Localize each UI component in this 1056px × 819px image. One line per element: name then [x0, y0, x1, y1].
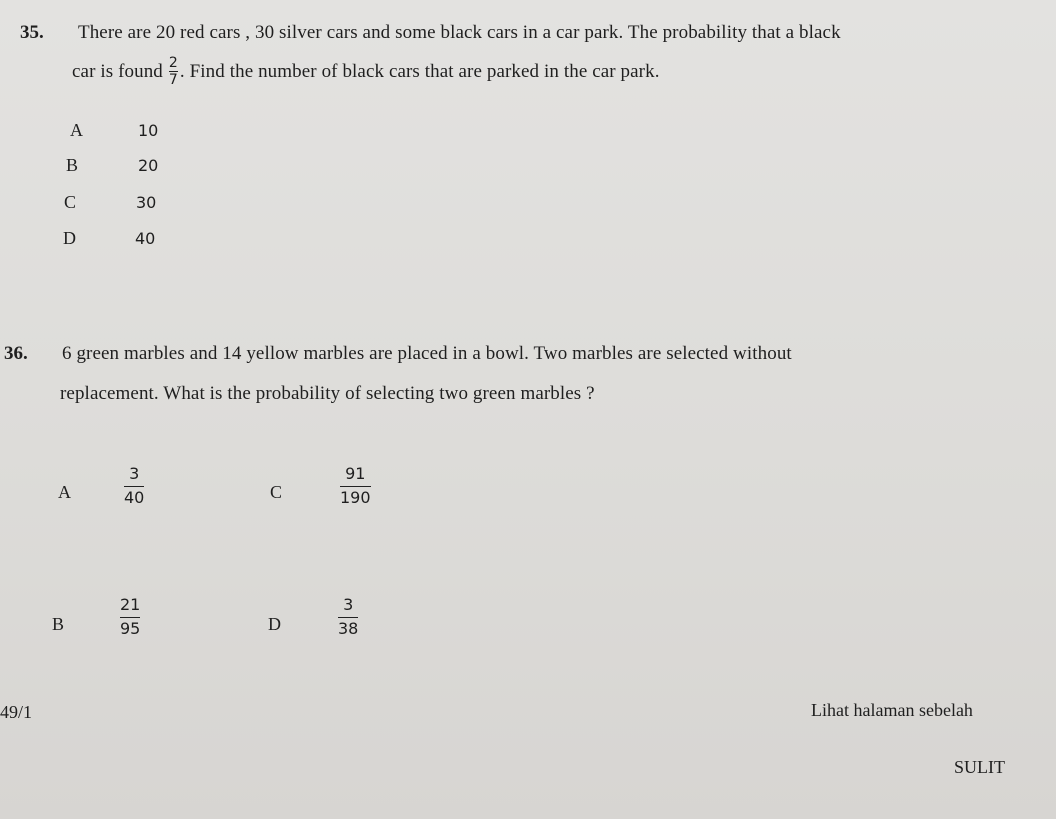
fraction-numerator: 3	[343, 595, 354, 614]
option-letter-b: B	[52, 614, 65, 634]
fraction-numerator: 2	[168, 55, 178, 71]
fraction-denominator: 190	[340, 488, 371, 508]
question-number: 36.	[4, 343, 28, 364]
option-letter-d: D	[63, 228, 76, 248]
option-fraction-b	[120, 596, 140, 638]
fraction-numerator: 21	[120, 595, 141, 614]
question-number: 35.	[20, 22, 44, 43]
option-letter-a: A	[58, 482, 71, 502]
option-letter-a: A	[70, 120, 83, 140]
option-value-b: 20	[138, 156, 159, 175]
paper-code: 49/1	[0, 702, 33, 722]
fraction-bar	[124, 486, 144, 488]
option-letter-c: C	[64, 192, 77, 212]
option-value-c: 30	[136, 193, 157, 212]
option-fraction-d	[338, 596, 358, 638]
question-text-line1: 6 green marbles and 14 yellow marbles are placed in a bowl. Two marbles are selected without	[62, 343, 792, 364]
question-text-line2: replacement. What is the probability of selecting two green marbles ?	[60, 383, 595, 404]
question-text-line1: There are 20 red cars , 30 silver cars and some black cars in a car park. The probability that a black	[78, 22, 841, 43]
fraction-numerator: 91	[345, 464, 366, 483]
classification-label: SULIT	[954, 757, 1005, 777]
option-fraction-a	[124, 465, 144, 507]
option-fraction-c	[340, 465, 371, 507]
fraction-denominator: 95	[120, 619, 141, 639]
fraction-denominator: 40	[124, 488, 145, 508]
fraction-bar	[340, 486, 371, 488]
option-letter-d: D	[268, 614, 281, 634]
question-text-before-fraction: car is found	[72, 60, 163, 82]
fraction-numerator: 3	[129, 464, 140, 483]
probability-fraction	[169, 56, 178, 87]
question-text-after-fraction: . Find the number of black cars that are parked in the car park.	[179, 60, 660, 82]
question-text-line2	[72, 56, 660, 87]
option-letter-c: C	[270, 482, 283, 502]
fraction-denominator: 7	[168, 72, 178, 88]
fraction-bar	[338, 617, 358, 619]
fraction-bar	[120, 617, 140, 619]
next-page-note: Lihat halaman sebelah	[811, 700, 973, 720]
option-value-d: 40	[135, 229, 156, 248]
fraction-denominator: 38	[338, 619, 359, 639]
option-value-a: 10	[138, 121, 159, 140]
option-letter-b: B	[66, 155, 79, 175]
